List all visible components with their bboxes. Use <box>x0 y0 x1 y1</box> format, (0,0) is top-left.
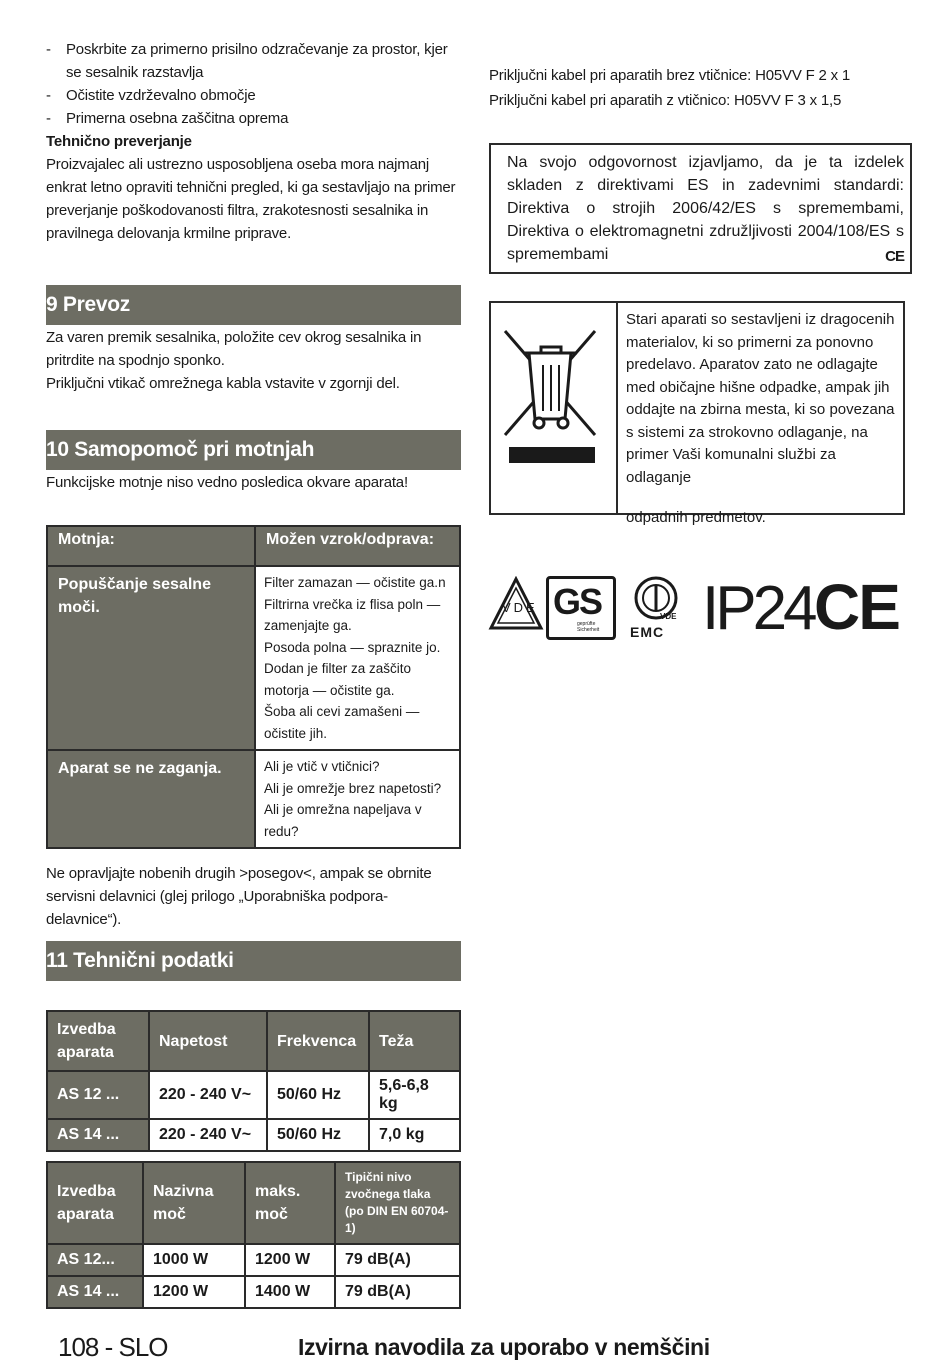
bullet-text: Očistite vzdrževalno območje <box>66 87 256 104</box>
table-row <box>47 566 460 750</box>
ce-mark-small: CE <box>885 248 904 265</box>
table-cell: AS 14 ... <box>47 1119 149 1151</box>
section-11-header: 11 Tehnični podatki <box>46 941 461 981</box>
solution-cell <box>255 566 460 750</box>
solution-line: Ali je vtič v vtičnici? <box>264 759 380 774</box>
spec-table-power <box>46 1161 461 1309</box>
weee-text: Stari aparati so sestavljeni iz dragocenih materialov, ki so primerni za ponovno predelavo. Aparatov zato ne odlagajte med običajne hišne odpadke, ampak jih oddajte na zbirna mesta, ki so povezana s sistemi za strokovno odlaganje, na primer Vaši komunalni službi za odlaganje <box>626 311 895 486</box>
solution-line: Posoda polna — spraznite jo. <box>264 639 441 655</box>
solution-line: Šoba ali cevi zamašeni — očistite jih. <box>264 704 420 741</box>
crossed-out-wheelie-bin-icon <box>491 303 616 513</box>
table-header-row <box>47 1011 460 1071</box>
table-cell: 1200 W <box>143 1276 245 1308</box>
table-row <box>47 1071 460 1119</box>
service-note: Ne opravljajte nobenih drugih >posegov<, ampak se obrnite servisni delavnici (glej prilogo „Uporabniška podpora- delavnice“). <box>46 865 432 928</box>
table-cell: 220 - 240 V~ <box>149 1119 267 1151</box>
column-header: Napetost <box>149 1011 267 1071</box>
bullet-text: Poskrbite za primerno prisilno odzračevanje za prostor, kjer se sesalnik razstavlja <box>66 41 448 81</box>
column-header-cause: Možen vzrok/odprava: <box>255 526 460 566</box>
troubleshooting-table <box>46 525 461 849</box>
solution-line: Ali je omrežje brez napetosti? <box>264 780 442 796</box>
intro-block <box>46 38 458 245</box>
column-header: Frekvenca <box>267 1011 369 1071</box>
check-heading: Tehnično preverjanje <box>46 133 192 150</box>
gs-letters: GS <box>553 581 602 622</box>
problem-cell: Popuščanje sesalne moči. <box>47 566 255 750</box>
section-9-header: 9 Prevoz <box>46 285 461 325</box>
column-header: Tipični nivo zvočnega tlaka (po DIN EN 60704-1) <box>335 1162 460 1244</box>
table-cell: 50/60 Hz <box>267 1119 369 1151</box>
table-cell: 5,6-6,8 kg <box>369 1071 460 1119</box>
table-cell: 220 - 240 V~ <box>149 1071 267 1119</box>
column-header: Izvedba aparata <box>47 1011 149 1071</box>
bullet-item <box>46 107 458 130</box>
footer-title: Izvirna navodila za uporabo v nemščini <box>298 1334 710 1360</box>
table-cell: 79 dB(A) <box>335 1276 460 1308</box>
table-cell: AS 14 ... <box>47 1276 143 1308</box>
weee-disposal-box <box>489 301 905 526</box>
certification-marks <box>488 572 908 646</box>
solution-line: Filter zamazan — očistite ga.n <box>264 575 446 590</box>
section-9-body <box>46 326 461 395</box>
table-header-row <box>47 1162 460 1244</box>
spec-table-voltage <box>46 1010 461 1152</box>
gs-mark-icon <box>546 576 616 640</box>
table-row <box>47 750 460 848</box>
table-row <box>47 1244 460 1276</box>
bullet-item <box>46 84 458 107</box>
table-cell: 50/60 Hz <box>267 1071 369 1119</box>
solution-line: Dodan je filter za zaščito motorja — očistite ga. <box>264 661 412 698</box>
column-header: Nazivna moč <box>143 1162 245 1244</box>
vde-letters: VDE <box>502 600 538 615</box>
section-9-line1: Za varen premik sesalnika, položite cev okrog sesalnika in pritrdite na spodnjo sponko. <box>46 329 422 369</box>
column-header: Teža <box>369 1011 460 1071</box>
table-row <box>47 1276 460 1308</box>
cable-line: Priključni kabel pri aparatih z vtičnico: H05VV F 3 x 1,5 <box>489 92 842 109</box>
check-text: Proizvajalec ali ustrezno usposobljena oseba mora najmanj enkrat letno opraviti tehnični pregled, ki ga sestavljajo na primer preverjanje poškodovanosti filtra, zrakotesnosti sesalnika in pravilnega delovanja krmilne priprave. <box>46 156 456 242</box>
column-header: Izvedba aparata <box>47 1162 143 1244</box>
column-header-problem: Motnja: <box>47 526 255 566</box>
table-row <box>47 1119 460 1151</box>
conformity-declaration <box>489 143 912 274</box>
bullet-dash: - <box>46 41 51 58</box>
solution-line: Ali je omrežna napeljava v redu? <box>264 802 422 839</box>
solution-cell <box>255 750 460 848</box>
ip-rating: IP24 <box>702 574 814 643</box>
table-cell: 1000 W <box>143 1244 245 1276</box>
emc-label: EMC <box>630 624 665 640</box>
page-number: 108 - SLO <box>58 1332 168 1362</box>
table-cell: AS 12 ... <box>47 1071 149 1119</box>
table-cell: 7,0 kg <box>369 1119 460 1151</box>
table-cell: 79 dB(A) <box>335 1244 460 1276</box>
problem-cell: Aparat se ne zaganja. <box>47 750 255 848</box>
declaration-text: Na svojo odgovornost izjavljamo, da je ta izdelek skladen z direktivami ES in zadevnimi standardi: Direktiva o strojih 2006/42/ES s spremembami, Direktiva o elektromagnetni združljivosti 2004/108/ES s spremembami <box>507 154 904 263</box>
section-9-line2: Priključni vtikač omrežnega kabla vstavite v zgornji del. <box>46 375 400 392</box>
table-header-row <box>47 526 460 566</box>
bullet-text: Primerna osebna zaščitna oprema <box>66 110 289 127</box>
table-cell: AS 12... <box>47 1244 143 1276</box>
cable-line: Priključni kabel pri aparatih brez vtičnice: H05VV F 2 x 1 <box>489 67 851 84</box>
table-cell: 1200 W <box>245 1244 335 1276</box>
weee-text-cell <box>618 303 903 526</box>
column-header: maks. moč <box>245 1162 335 1244</box>
weee-text-end: odpadnih predmetov. <box>626 509 766 526</box>
cable-info <box>489 63 909 113</box>
bullet-dash: - <box>46 110 51 127</box>
table-cell: 1400 W <box>245 1276 335 1308</box>
solution-line: Filtrirna vrečka iz flisa poln — zamenjajte ga. <box>264 596 441 633</box>
ce-mark-large: CE <box>814 571 899 643</box>
bullet-item <box>46 38 458 84</box>
section-10-text: Funkcijske motnje niso vedno posledica okvare aparata! <box>46 474 408 491</box>
bullet-dash: - <box>46 87 51 104</box>
emc-top-label: VDE <box>660 612 677 621</box>
section-10-header: 10 Samopomoč pri motnjah <box>46 430 461 470</box>
gs-small-text: geprüfte Sicherheit <box>577 621 600 633</box>
weee-icon-cell <box>491 303 618 513</box>
